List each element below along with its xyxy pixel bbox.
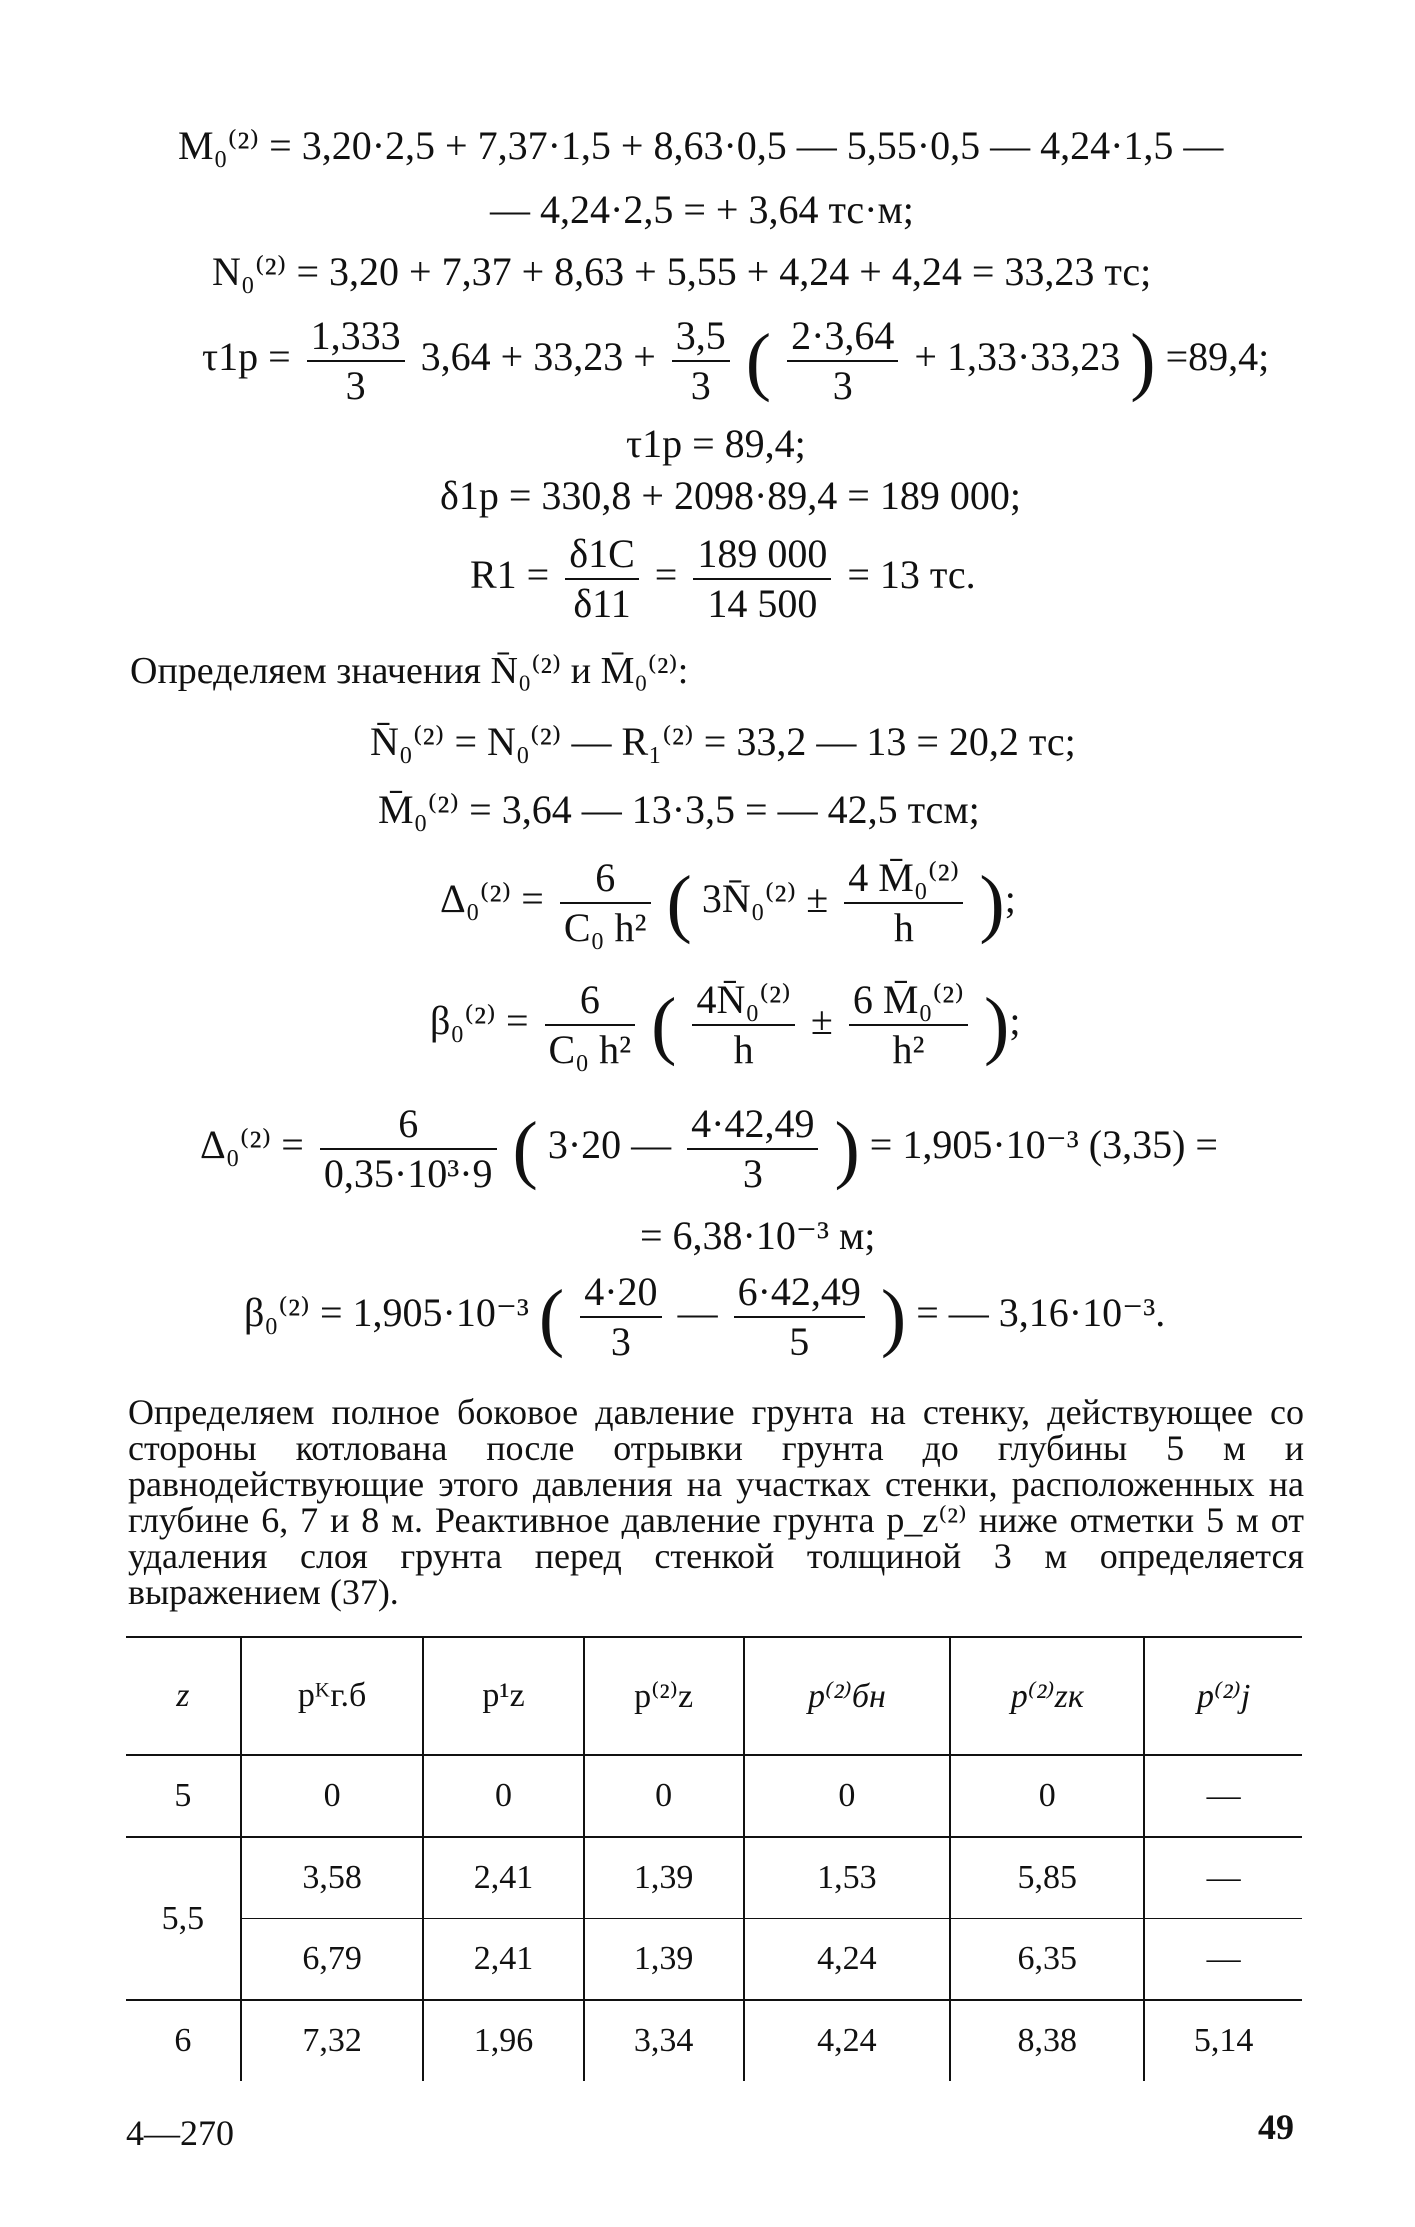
table-header-row — [126, 1637, 1302, 1755]
equation-m0-line1: M₀⁽²⁾ = 3,20·2,5 + 7,37·1,5 + 8,63·0,5 — 5,55·0,5 — 4,24·1,5 — — [178, 123, 1224, 168]
table-cell: 3,58 — [241, 1837, 424, 1919]
table-header: z — [176, 1677, 190, 1714]
equation-tau-value: τ1p = 89,4; — [626, 421, 806, 466]
table-cell: 6,35 — [950, 1919, 1144, 2001]
table-cell: 1,39 — [584, 1837, 744, 1919]
table-header: p⁽²⁾j — [1144, 1637, 1302, 1755]
table-cell: 0 — [423, 1755, 583, 1837]
table-header: p¹z — [423, 1637, 583, 1755]
table-cell: 2,41 — [423, 1919, 583, 2001]
table-header: p⁽²⁾zк — [950, 1637, 1144, 1755]
table-cell: 6,79 — [241, 1919, 424, 2001]
body-paragraph: Определяем полное боковое давление грунта на стенку, действующее со стороны котлована после отрывки грунта до глубины 5 м и равнодействующие этого давления на участках стенки, расположенных на глубине 6, 7 и 8 м. Реактивное давление грунта p_z⁽²⁾ ниже отметки 5 м от удаления слоя грунта перед стенкой толщиной 3 м определяется выражением (37). — [128, 1392, 1304, 1612]
paren-open: ( — [745, 319, 772, 403]
tau-middle: 3,64 + 33,23 + — [420, 334, 656, 380]
r1-fraction-2: $\frac{189 000}{14 500}$ — [693, 534, 831, 624]
equation-tau — [202, 313, 1270, 408]
beta-general-inner-fraction-2: $\frac{\text{6 M̄₀⁽²⁾}}{\text{h²}}$ — [849, 980, 968, 1070]
paren-close: ) — [1130, 319, 1156, 403]
table-cell: — — [1144, 1919, 1302, 2001]
tau-tail: + 1,33·33,23 — [914, 334, 1121, 380]
table-cell: 2,41 — [423, 1837, 583, 1919]
printer-signature: 4—270 — [126, 2113, 234, 2153]
table-header: pᴷг.б — [241, 1637, 424, 1755]
equation-delta-1p: δ1p = 330,8 + 2098·89,4 = 189 000; — [440, 473, 1021, 518]
table-cell: 1,96 — [423, 2000, 583, 2081]
beta-general-inner-fraction-1: $\frac{\text{4N̄₀⁽²⁾}}{h}$ — [692, 980, 794, 1070]
pressure-table — [126, 1636, 1302, 2081]
table-cell: 4,24 — [744, 2000, 950, 2081]
delta-general-fraction: $\frac{6}{\text{C₀ h²}}$ — [560, 858, 651, 948]
delta-general-inner-fraction: $\frac{\text{4 M̄₀⁽²⁾}}{h}$ — [844, 858, 963, 948]
equation-nbar: N̄₀⁽²⁾ = N₀⁽²⁾ — R₁⁽²⁾ = 33,2 — 13 = 20,2 тс; — [370, 719, 1076, 764]
beta-numeric-fraction-2: $\frac{6\cdot 42,49}{5}$ — [734, 1272, 865, 1362]
table-cell: 0 — [744, 1755, 950, 1837]
table-cell: 0 — [584, 1755, 744, 1837]
equation-delta-general: Δ₀⁽²⁾ = $\frac{6}{\text{C₀ h²}}$ ( 3N̄₀⁽²⁾ ± $\frac{\text{4 M̄₀⁽²⁾}}{h}$ ); — [440, 855, 1016, 950]
r1-result: = 13 тс. — [847, 552, 976, 598]
table-cell: 5,85 — [950, 1837, 1144, 1919]
page-number: 49 — [1258, 2107, 1294, 2147]
table-cell: 8,38 — [950, 2000, 1144, 2081]
equation-r1: R1 = $\frac{\delta 1C}{\delta 11}$ = $\frac{189 000}{14 500}$ = 13 тс. — [470, 531, 976, 626]
equation-mbar: M̄₀⁽²⁾ = 3,64 — 13·3,5 = — 42,5 тсм; — [378, 787, 980, 832]
beta-general-fraction: $\frac{6}{\text{C₀ h²}}$ — [545, 980, 636, 1070]
table-row — [126, 1755, 1302, 1837]
table-cell: 5,14 — [1144, 2000, 1302, 2081]
r1-fraction-1: $\frac{\delta 1C}{\delta 11}$ — [565, 534, 639, 624]
equation-delta-numeric-line2: = 6,38·10⁻³ м; — [640, 1213, 876, 1258]
equation-n0: N₀⁽²⁾ = 3,20 + 7,37 + 8,63 + 5,55 + 4,24 + 4,24 = 33,23 тс; — [212, 249, 1152, 294]
table-cell: — — [1144, 1837, 1302, 1919]
table-cell-z: 6 — [174, 2022, 192, 2059]
table-cell: 7,32 — [241, 2000, 424, 2081]
table-cell: — — [1144, 1755, 1302, 1837]
delta-numeric-fraction: $\frac{6}{\text{0,35·10³·9}}$ — [320, 1104, 497, 1194]
tau-fraction-3: $\frac{2\cdot 3,64}{3}$ — [787, 316, 898, 406]
table-cell-z: 5 — [174, 1777, 192, 1814]
determine-values-text: Определяем значения N̄₀⁽²⁾ и M̄₀⁽²⁾: — [130, 650, 689, 692]
equation-beta-numeric: β₀⁽²⁾ = 1,905·10⁻³ ( $\frac{4\cdot 20}{3}$ — $\frac{6\cdot 42,49}{5}$ ) = — 3,16·10⁻³. — [244, 1269, 1166, 1364]
table-cell: 4,24 — [744, 1919, 950, 2001]
table-row — [126, 1837, 1302, 1919]
tau-lhs: τ1p = — [202, 334, 291, 380]
table-row — [126, 1919, 1302, 2001]
equation-beta-general: β₀⁽²⁾ = $\frac{6}{\text{C₀ h²}}$ ( $\frac{\text{4N̄₀⁽²⁾}}{h}$ ± $\frac{\text{6 M̄₀⁽²⁾}}{\text{h²}}$ ); — [430, 977, 1021, 1072]
table-cell: 1,39 — [584, 1919, 744, 2001]
table-row — [126, 2000, 1302, 2081]
r1-lhs: R1 = — [470, 552, 550, 598]
tau-fraction-1: $\frac{1,333}{3}$ — [307, 316, 405, 406]
table-cell: 3,34 — [584, 2000, 744, 2081]
table-header: p⁽²⁾бн — [744, 1637, 950, 1755]
table-cell: 1,53 — [744, 1837, 950, 1919]
table-cell: 0 — [241, 1755, 424, 1837]
equation-delta-numeric: Δ₀⁽²⁾ = $\frac{6}{\text{0,35·10³·9}}$ ( 3·20 — $\frac{4\cdot 42,49}{3}$ ) = 1,905·10⁻³ (3,35) = — [200, 1101, 1218, 1196]
table-header: p⁽²⁾z — [584, 1637, 744, 1755]
tau-fraction-2: $\frac{3,5}{3}$ — [672, 316, 730, 406]
tau-result: =89,4; — [1165, 334, 1270, 380]
beta-numeric-fraction-1: $\frac{4\cdot 20}{3}$ — [580, 1272, 661, 1362]
equation-m0-line2: — 4,24·2,5 = + 3,64 тс·м; — [490, 187, 914, 232]
table-cell-z: 5,5 — [161, 1899, 205, 1937]
delta-numeric-inner-fraction: $\frac{4\cdot 42,49}{3}$ — [687, 1104, 818, 1194]
table-cell: 0 — [950, 1755, 1144, 1837]
